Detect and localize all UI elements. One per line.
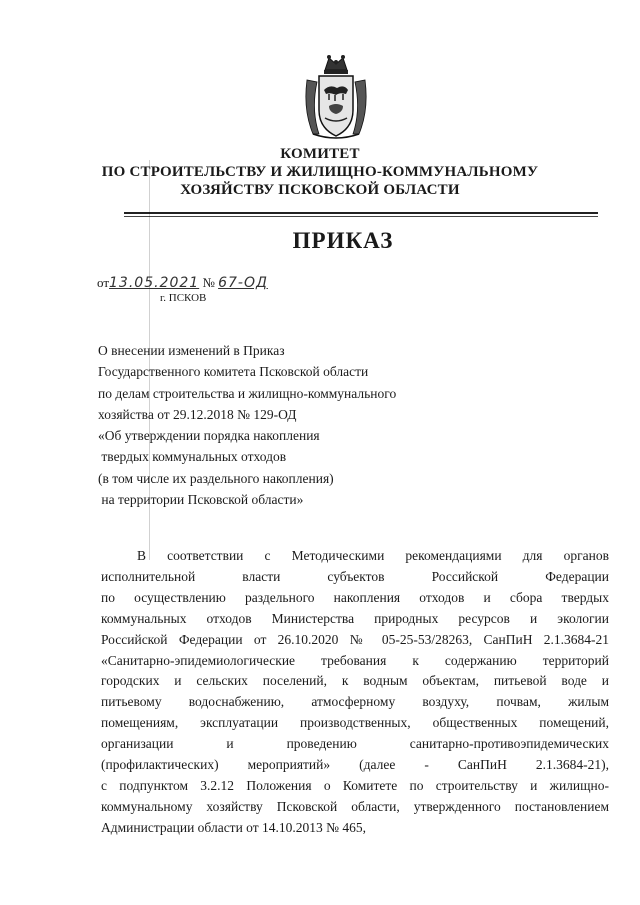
body-line: (профилактических) мероприятий» (далее - СанПиН 2.1.3684-21), (101, 757, 609, 773)
order-subject (98, 340, 448, 510)
body-line: «Санитарно-эпидемиологические требования к содержанию территорий (101, 652, 609, 668)
body-line: В соответствии с Методическими рекомендациями для органов (137, 548, 609, 563)
body-line: Администрации области от 14.10.2013 № 465, (101, 819, 367, 835)
committee-subtitle-line1: ПО СТРОИТЕЛЬСТВУ И ЖИЛИЩНО-КОММУНАЛЬНОМУ (101, 164, 539, 180)
subject-line: по делам строительства и жилищно-коммунального (98, 385, 397, 401)
document-type-title: ПРИКАЗ (292, 228, 394, 253)
body-line: с подпунктом 3.2.12 Положения о Комитете по строительству и жилищно- (101, 777, 609, 793)
order-date-row (97, 275, 268, 291)
order-date: 13.05.2021 (109, 275, 200, 291)
subject-line: хозяйства от 29.12.2018 № 129-ОД (98, 406, 297, 422)
header-divider-thick (124, 212, 598, 214)
order-number: 67-ОД (218, 275, 268, 291)
body-line: по осуществлению раздельного накопления отходов и сбора твердых (101, 589, 609, 605)
body-line: городских и сельских поселений, к водным объектам, питьевой воде и (101, 673, 609, 689)
subject-line: Государственного комитета Псковской области (98, 364, 369, 380)
subject-line: «Об утверждении порядка накопления (98, 428, 320, 444)
body-line: питьевому водоснабжению, атмосферному воздуху, почвам, жилым (101, 694, 609, 710)
committee-subtitle-line2: ХОЗЯЙСТВУ ПСКОВСКОЙ ОБЛАСТИ (180, 182, 460, 198)
pskov-coat-of-arms-icon (299, 50, 373, 142)
date-prefix: от (97, 275, 110, 290)
body-line: исполнительной власти субъектов Российской Федерации (101, 568, 609, 584)
order-body (101, 546, 609, 839)
body-line: организации и проведению санитарно-противоэпидемических (101, 736, 609, 752)
subject-line: О внесении изменений в Приказ (98, 343, 285, 358)
body-line: коммунальных отходов Министерства природных ресурсов и экологии (101, 610, 609, 626)
body-line: помещениям, эксплуатации производственных, общественных помещений, (101, 715, 609, 731)
subject-line: твердых коммунальных отходов (98, 449, 287, 465)
header-divider-thin (124, 216, 598, 217)
subject-line: на территории Псковской области» (98, 492, 304, 508)
body-line: коммунальному хозяйству Псковской области, утвержденного постановлением (101, 798, 609, 814)
subject-line: (в том числе их раздельного накопления) (98, 470, 334, 486)
order-city: г. ПСКОВ (160, 292, 207, 304)
body-line: Российской Федерации от 26.10.2020 № 05-25-53/28263, СанПиН 2.1.3684-21 (101, 631, 609, 647)
committee-title: КОМИТЕТ (280, 146, 360, 162)
number-sign: № (202, 275, 215, 290)
